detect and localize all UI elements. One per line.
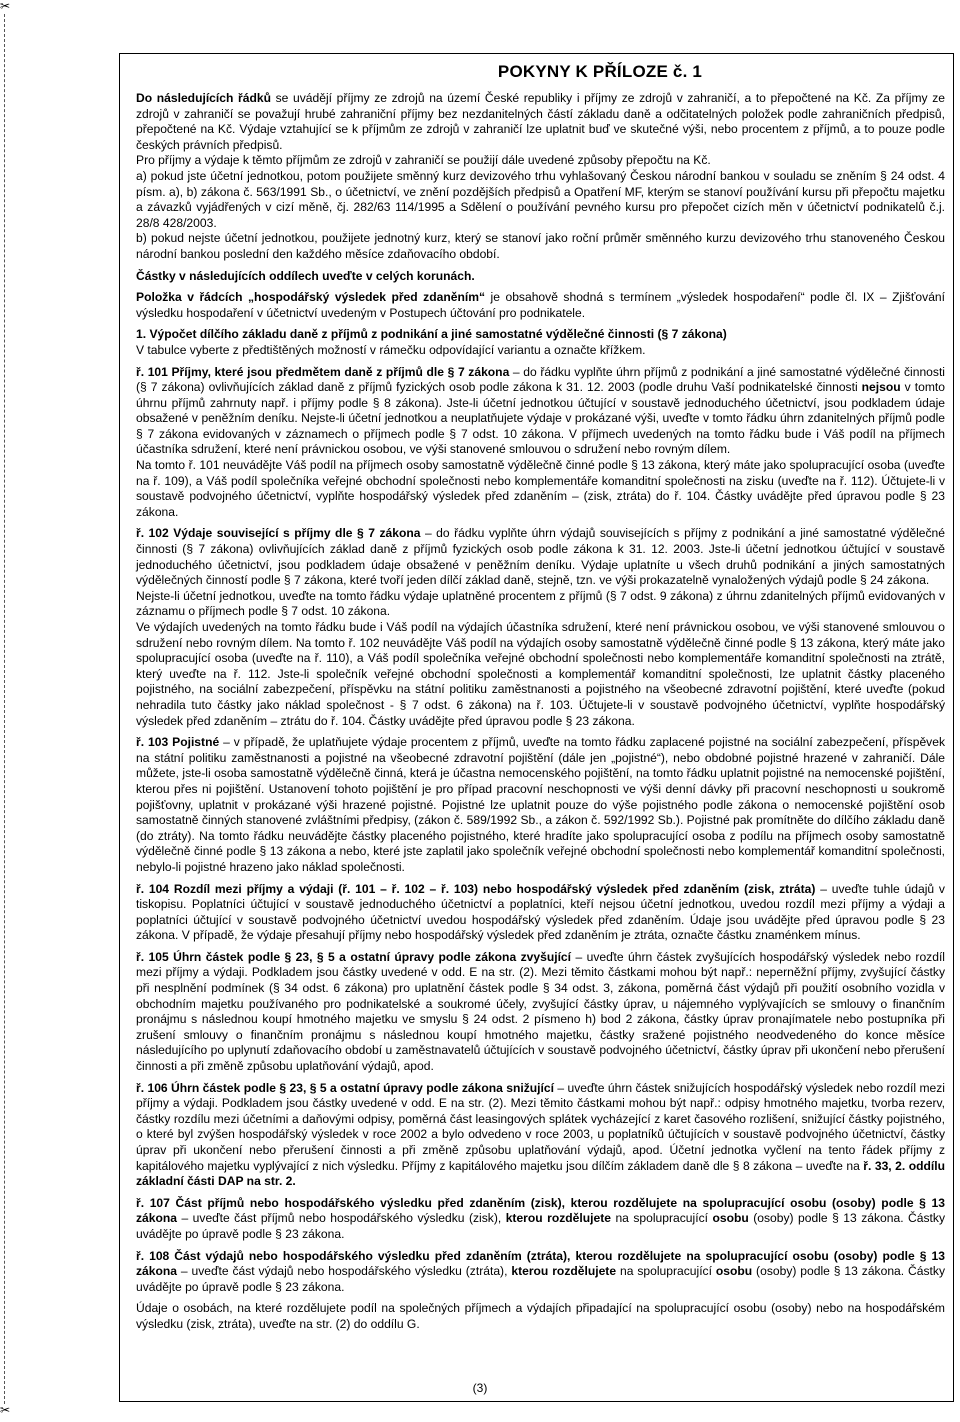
row-105-lead: ř. 105 Úhrn částek podle § 23, § 5 a ostatní úpravy podle zákona zvyšující <box>136 949 572 964</box>
cut-line <box>4 14 5 1404</box>
row-101-note: Na tomto ř. 101 neuvádějte Váš podíl na příjmech osoby samostatně výdělečně činné podle § 13 zákona, který máte jako spolupracující osoba (uveďte na ř. 109), a Váš podíl společníka veřejné obchodní společnosti nebo komplementáře komanditní společnosti na zisku (uveďte na ř. 112). Účtujete-li v soustavě podvojného účetnictví, vyplňte hospodářský výsledek před zdaněním – (zisk, ztráta) do ř. 104. Částky uvádějte před úpravou podle § 23 zákona. <box>136 458 945 519</box>
instructions-body <box>136 91 945 1333</box>
intro-paragraph <box>136 91 945 153</box>
row-105-text: – uveďte úhrn částek zvyšujících hospodářský výsledek nebo rozdíl mezi příjmy a výdaji. Podkladem jsou částky uvedené v odd. E na str. (2). Mezi těmito částkami mohou být např.: neperněžní příjmy, zvyšující částky při nesplnění podmínek (§ 34 odst. 6 zákona) pro uplatnění částek podle § 34 odst. 3, zákona, poměrná část výdajů při použití osobního vozidla v obchodním majetku používaného pro podnikatelské a soukromé účely, zvyšující částky úprav, u nájemného vyplývajících se smlouvy o finančním pronájmu s následnou koupí hmotného majetku ve smyslu § 24 odst. 2 písmeno h) bod 2 zákona, částky úprav pronajímatele nebo postupníka při zrušení smlouvy o finančním pronájmu s následnou koupí hmotného majetku, částky sražené pojistného neodvedeného do konce měsíce následujícího po uplynutí zdaňovacího období u zaměstnavatelů účtujících v soustavě podvojného účetnictví, částky úprav při ukončení nebo přerušení činnosti a při změně způsobu uplatňování výdajů, apod. <box>136 949 945 1074</box>
row-108-emphasis: kterou rozdělujete <box>511 1264 617 1279</box>
row-104-instructions <box>136 882 945 944</box>
row-106-emphasis: ř. 33, 2. oddílu základní části DAP na str. 2. <box>136 1158 945 1189</box>
row-105-instructions <box>136 950 945 1075</box>
whole-crowns-note: Částky v následujících oddílech uveďte v celých korunách. <box>136 268 475 283</box>
row-108-instructions <box>136 1249 945 1296</box>
page-number: (3) <box>472 1381 488 1395</box>
row-107-text-mid: na spolupracující <box>610 1211 713 1226</box>
row-101-instructions <box>136 365 945 459</box>
conversion-rule-b: b) pokud nejste účetní jednotkou, použijete jednotný kurz, který se stanoví jako roční průměr směnného kurzu devizového trhu stanoveného Českou národní bankou poslední den každého měsíce zdaňovacího období. <box>136 231 945 261</box>
section-1-intro: V tabulce vyberte z předtištěných možností v rámečku odpovídající variantu a označte křížkem. <box>136 342 646 357</box>
row-108-emphasis-2: osobu <box>715 1264 753 1279</box>
intro-lead: Do následujících řádků <box>136 91 271 105</box>
scissors-icon: ✂ <box>0 1403 11 1417</box>
conversion-rule-a: a) pokud jste účetní jednotkou, potom použijete směnný kurz devizového trhu vyhlašovaný Českou národní bankou v souladu se zněním § 24 odst. 4 písm. a), b) zákona č. 563/1991 Sb., o účetnictví, ve znění pozdějších předpisů a Opatření MF, kterým se stanoví používání kursu při přepočtu majetku a závazků vyjádřených v cizí měně, čj. 282/63 114/1995 a Sdělení o používání pevného kursu pro přepočet cizích měn v účetnictví podnikatelů č.j. 28/8 428/2003. <box>136 168 945 230</box>
row-107-lead: ř. 107 Část příjmů nebo hospodářského výsledku před zdaněním (zisk), kterou rozdělujete na spolupracující osobu (osoby) podle § 13 zákona <box>136 1195 945 1226</box>
row-104-lead: ř. 104 Rozdíl mezi příjmy a výdaji (ř. 101 – ř. 102 – ř. 103) nebo hospodářský výsledek před zdaněním (zisk, ztráta) <box>136 881 816 896</box>
hv-note-lead: Položka v řádcích „hospodářský výsledek před zdaněním“ <box>136 290 486 305</box>
section-1-heading: 1. Výpočet dílčího základu daně z příjmů z podnikání a jiné samostatné výdělečné činnosti (§ 7 zákona) <box>136 327 727 342</box>
scissors-icon: ✂ <box>0 0 11 13</box>
row-107-instructions <box>136 1196 945 1243</box>
row-103-instructions <box>136 735 945 875</box>
row-108-text-mid: na spolupracující <box>616 1264 716 1279</box>
row-102-text: – do řádku vyplňte úhrn výdajů souvisejících s příjmy z podnikání a jiné samostatné výdělečné činnosti (§ 7 zákona) ovlivňujících základ daně z příjmů fyzických osob podle zákona k 31. 12. 2003. Jste-li účetní jednotkou účtující v soustavě jednoduchého účetnictví, jsou podkladem údaje obsažené v peněžním deníku. Výdaje uplatníte u všech druhů podnikání a jiných samostatných výdělečných činností podle § 7 zákona, které tvoří jeden dílčí základ daně, stejně, tzn. ve výši prokazatelně vynaložených výdajů podle § 24 zákona. <box>136 526 945 588</box>
row-102-note-2: Ve výdajích uvedených na tomto řádku bude i Váš podíl na výdajích účastníka sdružení, které není právnickou osobou, ve výši stanovené smlouvou o sdružení nebo rovným dílem. Na tomto ř. 102 neuvádějte Váš podíl na výdajích osoby samostatně výdělečně činné podle § 13 zákona, který máte jako spolupracující osoba (uveďte na ř. 110), a Váš podíl společníka veřejné obchodní společnosti nebo komplementáře komanditní společnosti na ztrátě, který uveďte na ř. 112. Jste-li společník veřejné obchodní společnosti a komplementář komanditní společnosti, lze uplatnit částky placeného pojistného, na sociální zabezpečení, příspěvku na státní politiku zaměstnanosti a pojistného na všeobecné zdravotní pojištění, které uveďte (pokud nehradila tuto částky jako náklad společnost - § 7 odst. 6 zákona) na ř. 103. Účtujete-li v soustavě podvojného účetnictví, vyplňte hospodářský výsledek před zdaněním – ztrátu do ř. 104. Částky uvádějte před úpravou podle § 23 zákona. <box>136 620 945 728</box>
hv-note <box>136 290 945 321</box>
row-102-note-1: Nejste-li účetní jednotkou, uveďte na tomto řádku výdaje uplatněné procentem z příjmů (§ 7 odst. 9 zákona) z úhrnu zdanitelných příjmů evidovaných v záznamu o příjmech podle § 7 odst. 10 zákona. <box>136 588 945 619</box>
row-103-text: – v případě, že uplatňujete výdaje procentem z příjmů, uveďte na tomto řádku zaplacené pojistné na sociální zabezpečení, příspěvek na státní politiku zaměstnanosti a pojistné na všeobecné zdravotní pojištění (dále jen „pojistné“), nebo obdobné pojistné hrazené v zahraničí. Dále můžete, jste-li osoba samostatně výdělečně činná, která je účastna nemocenského pojištění, na tomto řádku uplatnit pojistné na nemocenské pojištění, kterou přes ni pojištění. Ustanovení tohoto pojištění je pro případ pracovní neschopnosti ve výši denní dávky při pracovní neschopnosti u soukromě pojišťovny, uplatnit v prokázané výši hrazené pojistné. Pojistné lze uplatnit pouze do výše pojistného podle zákona o nemocenské pojištění osob samostatně činných stanovené zvláštními předpisy, (zákon č. 589/1992 Sb., a zákon č. 592/1992 Sb.). Pojistné pak promítněte do dílčího základu daně (do ztráty). Na tomto řádku neuvádějte částky placeného pojistného, které hradíte jako spolupracující osoba z podílu na příjmech osoby samostatně výdělečně činné podle § 13 zákona a nebo, které jste zaplatil jako společník veřejné obchodní společnosti nebo komplementář komanditní společnosti, nebylo-li pojistné hrazeno jako náklad společnosti. <box>136 735 945 874</box>
page-title: POKYNY K PŘÍLOZE č. 1 <box>497 62 703 81</box>
row-102-lead: ř. 102 Výdaje související s příjmy dle § 7 zákona <box>136 526 421 541</box>
hv-note-text: je obsahově shodná s termínem „výsledek hospodaření“ podle čl. IX – Zjišťování výsledku hospodaření v účetnictví uvedeným v Postupech účtování pro podnikatele. <box>136 290 946 320</box>
closing-note: Údaje o osobách, na které rozdělujete podíl na společných příjmech a výdajích připadající na spolupracující osobu (osoby) nebo na hospodářském výsledku (zisk, ztráta), uveďte na str. (2) do oddílu G. <box>136 1301 945 1331</box>
intro-text: se uvádějí příjmy ze zdrojů na území České republiky i příjmy ze zdrojů v zahraničí, a to přepočtené na Kč. Za příjmy ze zdrojů v zahraničí se považují hrubé zahraniční příjmy bez nezdanitelných částí základu daně a odčitatelných položek podle zahraničních předpisů, přepočtené na Kč. Výdaje vztahující se k příjmům ze zdrojů v zahraničí lze uplatnit buď ve skutečné výši, nebo procentem z příjmů, a to pouze podle českých právních předpisů. <box>136 91 945 152</box>
row-107-text-tail: (osoby) podle § 13 zákona. Částky uvádějte po úpravě podle § 23 zákona. <box>136 1211 945 1241</box>
row-106-lead: ř. 106 Úhrn částek podle § 23, § 5 a ostatní úpravy podle zákona snižující <box>136 1080 554 1095</box>
row-101-text-tail: v tomto úhrnu příjmů zahrnuty např. i příjmy podle § 8 zákona). Jste-li účetní jednotkou účtující v soustavě jednoduchého účetnictví, jsou podkladem údaje obsažené v peněžním deníku. Nejste-li účetní jednotkou a neuplatňujete výdaje v prokázané výši, uveďte v tomto řádku úhrn zdanitelných příjmů podle § 7 zákona evidovaných v záznamech o příjmech podle § 7 odst. 10 zákona. V příjmech uvedených na tomto řádku bude i Váš podíl na příjmech účastníka sdružení, které není právnickou osobou, ve výši stanovené smlouvou o sdružení nebo rovným dílem. <box>136 380 945 457</box>
row-108-text-tail: (osoby) podle § 13 zákona. Částky uvádějte po úpravě podle § 23 zákona. <box>136 1264 946 1294</box>
row-107-emphasis: kterou rozdělujete <box>505 1211 611 1226</box>
row-108-text: – uveďte část výdajů nebo hospodářského výsledku (ztráta), <box>177 1264 512 1279</box>
row-107-text: – uveďte část příjmů nebo hospodářského výsledku (zisk), <box>177 1211 506 1226</box>
row-106-instructions <box>136 1081 945 1190</box>
row-103-lead: ř. 103 Pojistné <box>136 735 220 750</box>
row-107-emphasis-2: osobu <box>712 1211 749 1226</box>
row-108-lead: ř. 108 Část výdajů nebo hospodářského výsledku před zdaněním (ztráta), kterou rozdělujete na spolupracující osobu (osoby) podle § 13 zákona <box>136 1248 945 1279</box>
row-106-text: – uveďte úhrn částek snižujících hospodářský výsledek nebo rozdíl mezi příjmy a výdaji. Podkladem jsou částky uvedené v odd. E na str. (2). Mezi těmito částkami mohou být např.: odpisy hmotného majetku, tvorba rezerv, částky rozdílu mezi účetními a daňovými odpisy, poměrná část leasingových splátek vycházející z karet časového rozlišení, snižující částky pojistného, o které byl zvýšen hospodářský výsledek v roce 2002 a bylo odvedeno v roce 2003, u poplatníků účtujících v soustavě podvojného účetnictví, částky úprav při ukončení nebo přerušení činnosti a při změně způsobu uplatňování výdajů, apod. Účetní jednotka vyčlení na tento řádek příjmy z kapitálového majetku vyplývající z nich výsledku. Příjmy z kapitálového majetku jsou dílčím základem daně dle § 8 zákona – uveďte na <box>136 1080 945 1173</box>
row-102-instructions <box>136 526 945 588</box>
row-101-lead: ř. 101 Příjmy, které jsou předmětem daně z příjmů dle § 7 zákona <box>136 364 510 379</box>
row-101-text: – do řádku vyplňte úhrn příjmů z podnikání a jiné samostatné výdělečné činnosti (§ 7 zákona) ovlivňujících základ daně z příjmů fyzických osob podle zákona k 31. 12. 2003 (podle druhu Vaší podnikatelské činnosti <box>136 364 945 395</box>
row-101-emphasis: nejsou <box>861 380 901 395</box>
conversion-note: Pro příjmy a výdaje k těmto příjmům ze zdrojů v zahraničí se použijí dále uvedené způsoby přepočtu na Kč. <box>136 153 711 168</box>
row-104-text: – uveďte tuhle údajů v tiskopisu. Poplatníci účtující v soustavě jednoduchého účetnictví a poplatníci, kteří nejsou účetní jednotkou, uvedou rozdíl mezi příjmy a výdaji a poplatníci účtující v soustavě podvojného účetnictví uvedou hospodářský výsledek před zdaněním. Údaje jsou uvádějte před úpravou podle § 23 zákona. V případě, že výdaje přesahují příjmy nebo hospodářský výsledek před zdaněním je ztráta, označte částku znaménkem mínus. <box>136 881 945 943</box>
